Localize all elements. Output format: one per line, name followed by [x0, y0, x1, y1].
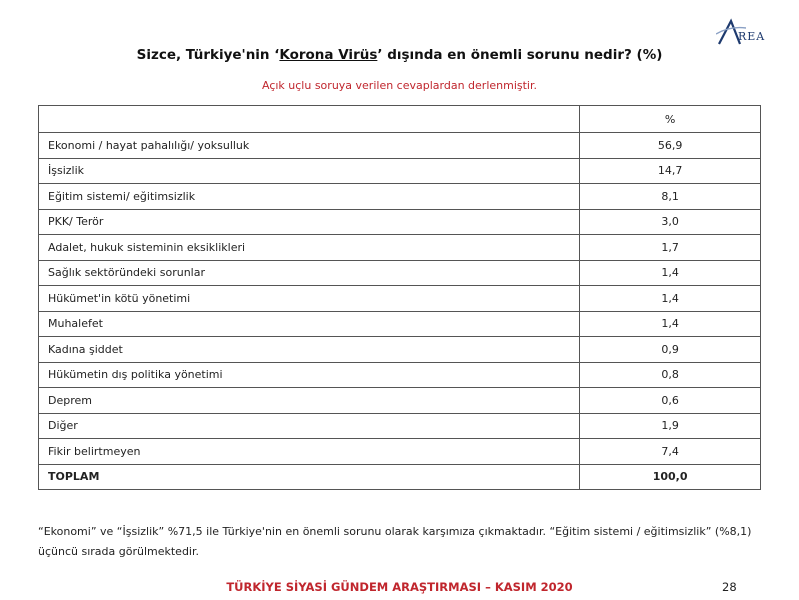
row-label: PKK/ Terör — [39, 209, 580, 235]
row-value: 1,4 — [580, 286, 761, 312]
summary-note: “Ekonomi” ve “İşsizlik” %71,5 ile Türkiye'nin en önemli sorunu olarak karşımıza çıkmaktadır. “Eğitim sistemi / eğitimsizlik” (%8,1) üçüncü sırada görülmektedir. — [38, 525, 752, 558]
title-highlight: Korona Virüs — [279, 47, 378, 63]
table-row — [39, 388, 761, 414]
row-value: 7,4 — [580, 439, 761, 465]
row-label: İşsizlik — [39, 158, 580, 184]
total-value: 100,0 — [580, 464, 761, 490]
row-label: Eğitim sistemi/ eğitimsizlik — [39, 184, 580, 210]
subtitle: Açık uçlu soruya verilen cevaplardan derlenmiştir. — [261, 79, 537, 92]
table-row — [39, 184, 761, 210]
title-before: Sizce, Türkiye'nin ‘ — [136, 47, 280, 63]
row-value: 0,6 — [580, 388, 761, 414]
table-row — [39, 311, 761, 337]
area-logo — [716, 18, 778, 44]
row-label: Hükümet'in kötü yönetimi — [39, 286, 580, 312]
header-value-cell: % — [580, 106, 761, 133]
title-after: ’ dışında en önemli sorunu nedir? (%) — [377, 47, 663, 63]
header-label-cell — [39, 106, 580, 133]
row-label: Kadına şiddet — [39, 337, 580, 363]
row-label: Hükümetin dış politika yönetimi — [39, 362, 580, 388]
row-value: 0,8 — [580, 362, 761, 388]
row-value: 3,0 — [580, 209, 761, 235]
row-label: Deprem — [39, 388, 580, 414]
row-value: 1,4 — [580, 260, 761, 286]
table-row — [39, 209, 761, 235]
row-label: Diğer — [39, 413, 580, 439]
row-label: Adalet, hukuk sisteminin eksiklikleri — [39, 235, 580, 261]
logo-text: REA — [738, 30, 766, 43]
table-row — [39, 235, 761, 261]
table-header-row — [39, 106, 761, 133]
row-value: 14,7 — [580, 158, 761, 184]
row-value: 8,1 — [580, 184, 761, 210]
footer-title: TÜRKİYE SİYASİ GÜNDEM ARAŞTIRMASI – KASIM 2020 — [226, 580, 573, 594]
table-row — [39, 413, 761, 439]
row-value: 1,9 — [580, 413, 761, 439]
table-row — [39, 286, 761, 312]
row-value: 0,9 — [580, 337, 761, 363]
table-row — [39, 362, 761, 388]
table-row — [39, 439, 761, 465]
total-label: TOPLAM — [39, 464, 580, 490]
row-value: 1,7 — [580, 235, 761, 261]
row-value: 56,9 — [580, 133, 761, 159]
results-table — [38, 105, 761, 490]
table-row — [39, 158, 761, 184]
table-row — [39, 133, 761, 159]
table-total-row — [39, 464, 761, 490]
table-row — [39, 260, 761, 286]
row-label: Ekonomi / hayat pahalılığı/ yoksulluk — [39, 133, 580, 159]
row-label: Muhalefet — [39, 311, 580, 337]
row-label: Sağlık sektöründeki sorunlar — [39, 260, 580, 286]
page-title — [0, 47, 799, 63]
page-number: 28 — [722, 580, 737, 594]
table-body — [39, 133, 761, 465]
row-value: 1,4 — [580, 311, 761, 337]
row-label: Fikir belirtmeyen — [39, 439, 580, 465]
table-row — [39, 337, 761, 363]
